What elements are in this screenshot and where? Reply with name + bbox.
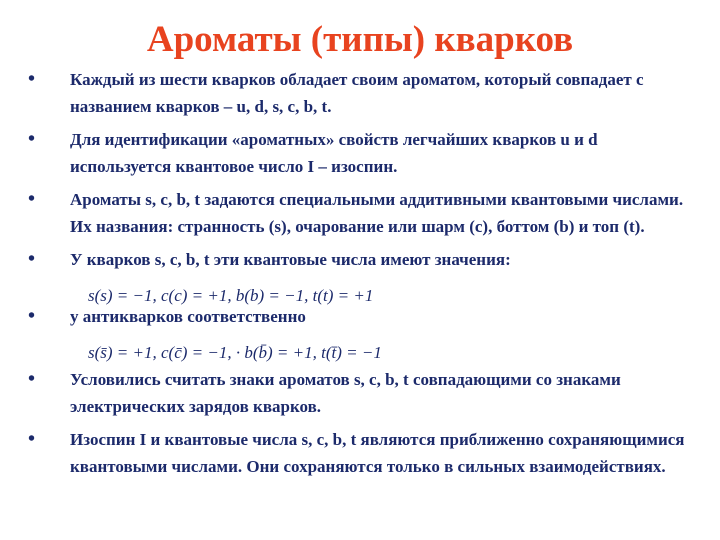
bullet-item (28, 126, 696, 180)
bullet-list (28, 66, 696, 488)
formula-quark-flavors: s(s) = −1, c(c) = +1, b(b) = −1, t(t) = +1 (88, 286, 374, 305)
bullet-text: Для идентификации «ароматных» свойств легчайших кварков u и d используется квантовое число I – изоспин. (70, 130, 598, 176)
bullet-text: Каждый из шести кварков обладает своим ароматом, который совпадает с названием кварков – u, d, s, c, b, t. (70, 70, 644, 116)
bullet-dot: • (28, 188, 36, 210)
bullet-item (28, 186, 696, 240)
bullet-text: у антикварков соответственно (70, 307, 306, 326)
bullet-dot: • (28, 248, 36, 270)
bullet-item (28, 366, 696, 420)
bullet-dot: • (28, 68, 36, 90)
bullet-item (28, 246, 696, 273)
bullet-dot: • (28, 305, 36, 327)
formula-antiquark-flavors: s(s̄) = +1, c(c̄) = −1, · b(b̄) = +1, t(t̄) = −1 (88, 343, 382, 362)
bullet-text: У кварков s, c, b, t эти квантовые числа имеют значения: (70, 250, 511, 269)
bullet-item (28, 426, 696, 480)
bullet-item (28, 66, 696, 120)
slide-title: Ароматы (типы) кварков (146, 19, 574, 60)
bullet-dot: • (28, 368, 36, 390)
bullet-dot: • (28, 428, 36, 450)
bullet-text: Ароматы s, c, b, t задаются специальными аддитивными квантовыми числами. Их названия: странность (s), очарование или шарм (c), боттом (b) и топ (t). (70, 190, 684, 236)
bullet-text: Условились считать знаки ароматов s, c, b, t совпадающими со знаками электрических зарядов кварков. (70, 370, 621, 416)
bullet-dot: • (28, 128, 36, 150)
bullet-text: Изоспин I и квантовые числа s, c, b, t являются приближенно сохраняющимися квантовыми числами. Они сохраняются только в сильных взаимодействиях. (70, 430, 685, 476)
